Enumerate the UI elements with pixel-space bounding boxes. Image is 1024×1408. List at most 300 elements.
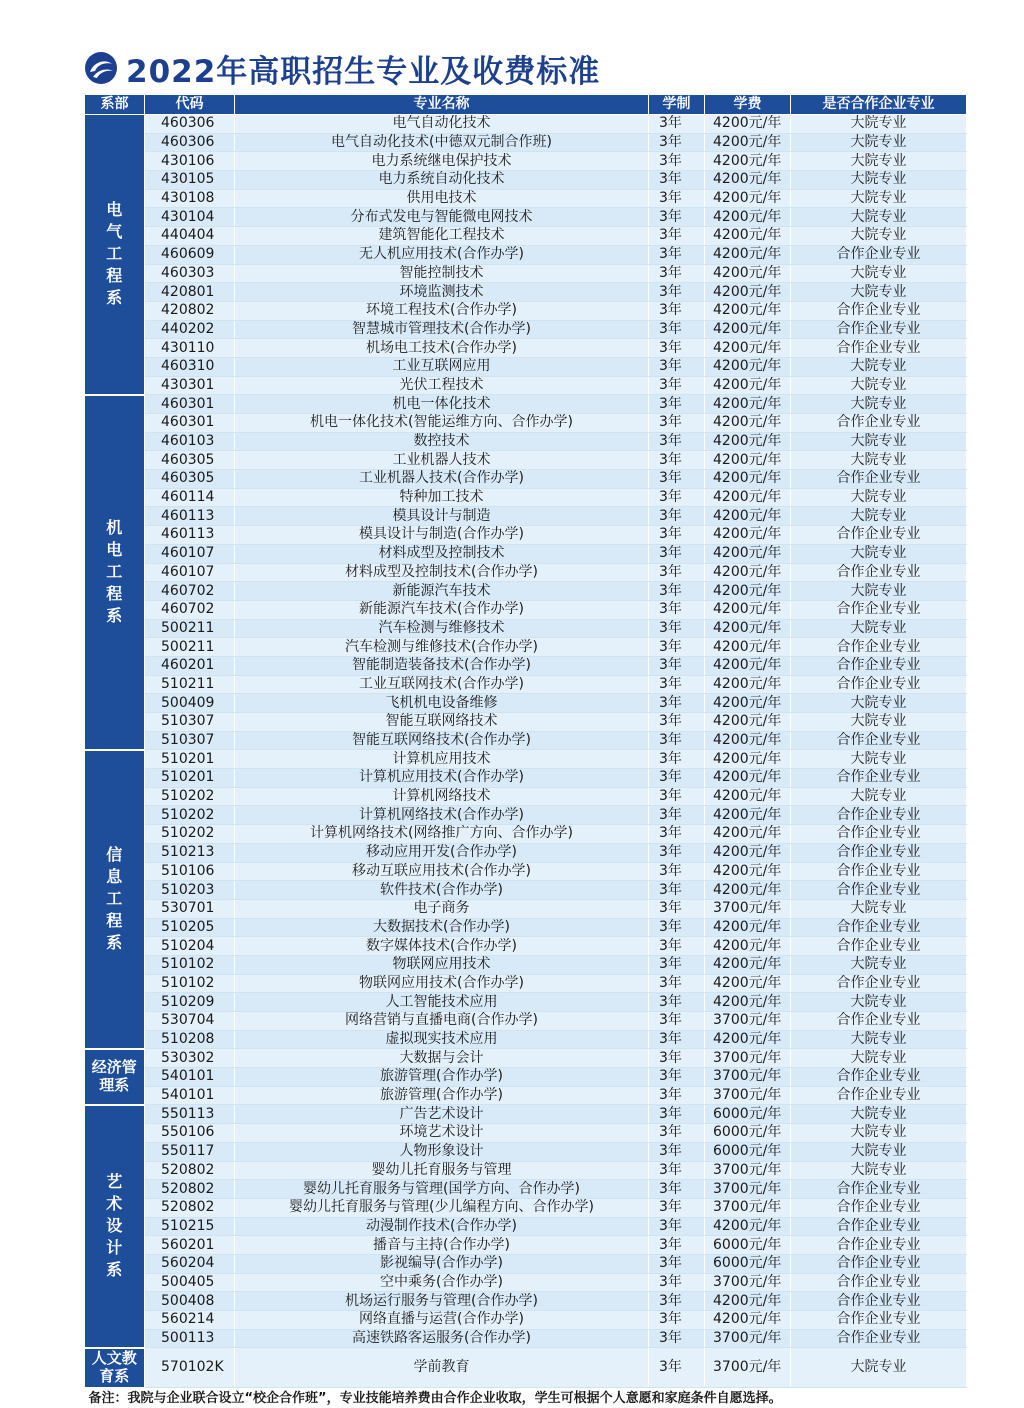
duration: 3年 [649, 974, 705, 993]
tuition-fee: 4200元/年 [705, 731, 791, 750]
major-code: 510209 [145, 993, 235, 1012]
duration: 3年 [649, 1217, 705, 1236]
table-row [85, 955, 967, 974]
major-code: 500113 [145, 1329, 235, 1348]
department-cell [85, 750, 145, 1049]
tuition-fee: 4200元/年 [705, 171, 791, 190]
table-row [85, 357, 967, 376]
coop-status: 合作企业专业 [791, 563, 967, 582]
major-name: 网络直播与运营(合作办学) [235, 1311, 649, 1330]
major-code: 460103 [145, 432, 235, 451]
duration: 3年 [649, 843, 705, 862]
duration: 3年 [649, 1329, 705, 1348]
duration: 3年 [649, 955, 705, 974]
tuition-fee: 4200元/年 [705, 414, 791, 433]
major-code: 510102 [145, 974, 235, 993]
table-row [85, 918, 967, 937]
major-code: 420801 [145, 283, 235, 302]
tuition-fee: 4200元/年 [705, 806, 791, 825]
tuition-fee: 4200元/年 [705, 750, 791, 769]
duration: 3年 [649, 862, 705, 881]
table-row [85, 675, 967, 694]
tuition-fee: 4200元/年 [705, 937, 791, 956]
duration: 3年 [649, 918, 705, 937]
major-code: 430110 [145, 339, 235, 358]
major-name: 空中乘务(合作办学) [235, 1273, 649, 1292]
tuition-fee: 4200元/年 [705, 955, 791, 974]
major-name: 汽车检测与维修技术 [235, 619, 649, 638]
major-code: 460107 [145, 563, 235, 582]
major-name: 智慧城市管理技术(合作办学) [235, 320, 649, 339]
major-code: 510205 [145, 918, 235, 937]
coop-status: 合作企业专业 [791, 806, 967, 825]
tuition-fee: 4200元/年 [705, 675, 791, 694]
tuition-fee: 4200元/年 [705, 713, 791, 732]
major-name: 大数据技术(合作办学) [235, 918, 649, 937]
tuition-fee: 4200元/年 [705, 470, 791, 489]
coop-status: 大院专业 [791, 171, 967, 190]
table-row [85, 1217, 967, 1236]
duration: 3年 [649, 993, 705, 1012]
duration: 3年 [649, 1049, 705, 1068]
major-name: 电气自动化技术(中德双元制合作班) [235, 133, 649, 152]
duration: 3年 [649, 1068, 705, 1087]
tuition-fee: 4200元/年 [705, 638, 791, 657]
coop-status: 大院专业 [791, 1142, 967, 1161]
coop-status: 合作企业专业 [791, 320, 967, 339]
header-coop: 是否合作企业专业 [791, 95, 967, 115]
table-row [85, 320, 967, 339]
major-code: 560214 [145, 1311, 235, 1330]
table-row [85, 769, 967, 788]
major-name: 计算机应用技术 [235, 750, 649, 769]
duration: 3年 [649, 769, 705, 788]
duration: 3年 [649, 1180, 705, 1199]
duration: 3年 [649, 1012, 705, 1031]
duration: 3年 [649, 376, 705, 395]
duration: 3年 [649, 115, 705, 134]
major-name: 材料成型及控制技术 [235, 544, 649, 563]
major-code: 460301 [145, 414, 235, 433]
table-row [85, 526, 967, 545]
major-name: 智能互联网络技术 [235, 713, 649, 732]
duration: 3年 [649, 283, 705, 302]
table-row [85, 115, 967, 134]
major-name: 机电一体化技术(智能运维方向、合作办学) [235, 414, 649, 433]
table-row [85, 488, 967, 507]
major-name: 软件技术(合作办学) [235, 881, 649, 900]
coop-status: 合作企业专业 [791, 1329, 967, 1348]
major-name: 电力系统继电保护技术 [235, 152, 649, 171]
coop-status: 大院专业 [791, 1049, 967, 1068]
major-name: 数字媒体技术(合作办学) [235, 937, 649, 956]
coop-status: 大院专业 [791, 488, 967, 507]
duration: 3年 [649, 1348, 705, 1388]
major-name: 电气自动化技术 [235, 115, 649, 134]
tuition-fee: 4200元/年 [705, 152, 791, 171]
major-code: 510215 [145, 1217, 235, 1236]
tuition-fee: 3700元/年 [705, 1161, 791, 1180]
duration: 3年 [649, 451, 705, 470]
major-name: 工业互联网技术(合作办学) [235, 675, 649, 694]
coop-status: 合作企业专业 [791, 638, 967, 657]
duration: 3年 [649, 339, 705, 358]
tuition-fee: 4200元/年 [705, 432, 791, 451]
department-name: 信息工程系 [106, 845, 123, 953]
coop-status: 合作企业专业 [791, 843, 967, 862]
major-code: 430301 [145, 376, 235, 395]
coop-status: 合作企业专业 [791, 862, 967, 881]
major-code: 430106 [145, 152, 235, 171]
duration: 3年 [649, 470, 705, 489]
coop-status: 大院专业 [791, 133, 967, 152]
major-name: 电力系统自动化技术 [235, 171, 649, 190]
coop-status: 大院专业 [791, 694, 967, 713]
page-header [84, 46, 600, 90]
table-row [85, 806, 967, 825]
major-name: 高速铁路客运服务(合作办学) [235, 1329, 649, 1348]
tuition-fee: 4200元/年 [705, 787, 791, 806]
table-row [85, 731, 967, 750]
tuition-fee: 4200元/年 [705, 320, 791, 339]
duration: 3年 [649, 301, 705, 320]
major-name: 移动互联应用技术(合作办学) [235, 862, 649, 881]
tuition-fee: 4200元/年 [705, 488, 791, 507]
major-name: 光伏工程技术 [235, 376, 649, 395]
note-row [85, 1388, 967, 1408]
table-row [85, 787, 967, 806]
coop-status: 大院专业 [791, 1030, 967, 1049]
major-name: 材料成型及控制技术(合作办学) [235, 563, 649, 582]
department-cell [85, 115, 145, 395]
table-row [85, 544, 967, 563]
tuition-fee: 3700元/年 [705, 1012, 791, 1031]
duration: 3年 [649, 1142, 705, 1161]
major-code: 550113 [145, 1105, 235, 1124]
major-code: 460305 [145, 451, 235, 470]
coop-status: 大院专业 [791, 1105, 967, 1124]
duration: 3年 [649, 899, 705, 918]
coop-status: 大院专业 [791, 152, 967, 171]
major-name: 数控技术 [235, 432, 649, 451]
duration: 3年 [649, 320, 705, 339]
table-row [85, 1049, 967, 1068]
major-name: 移动应用开发(合作办学) [235, 843, 649, 862]
table-row [85, 339, 967, 358]
coop-status: 大院专业 [791, 1348, 967, 1388]
duration: 3年 [649, 264, 705, 283]
major-code: 510202 [145, 806, 235, 825]
tuition-fee: 4200元/年 [705, 825, 791, 844]
major-name: 婴幼儿托育服务与管理(少儿编程方向、合作办学) [235, 1198, 649, 1217]
fee-table [84, 94, 967, 1408]
table-row [85, 582, 967, 601]
major-name: 模具设计与制造(合作办学) [235, 526, 649, 545]
coop-status: 大院专业 [791, 264, 967, 283]
coop-status: 大院专业 [791, 376, 967, 395]
coop-status: 合作企业专业 [791, 1292, 967, 1311]
tuition-fee: 3700元/年 [705, 1273, 791, 1292]
tuition-fee: 4200元/年 [705, 245, 791, 264]
major-name: 人工智能技术应用 [235, 993, 649, 1012]
major-name: 动漫制作技术(合作办学) [235, 1217, 649, 1236]
major-code: 510201 [145, 769, 235, 788]
table-row [85, 563, 967, 582]
table-row [85, 1124, 967, 1143]
table-row [85, 1292, 967, 1311]
major-code: 530302 [145, 1049, 235, 1068]
major-name: 建筑智能化工程技术 [235, 227, 649, 246]
major-code: 510307 [145, 713, 235, 732]
major-name: 无人机应用技术(合作办学) [235, 245, 649, 264]
major-name: 婴幼儿托育服务与管理(国学方向、合作办学) [235, 1180, 649, 1199]
major-code: 500408 [145, 1292, 235, 1311]
major-name: 影视编导(合作办学) [235, 1254, 649, 1273]
major-code: 460609 [145, 245, 235, 264]
major-code: 510202 [145, 825, 235, 844]
major-code: 500405 [145, 1273, 235, 1292]
tuition-fee: 4200元/年 [705, 619, 791, 638]
coop-status: 大院专业 [791, 227, 967, 246]
tuition-fee: 4200元/年 [705, 694, 791, 713]
tuition-fee: 4200元/年 [705, 115, 791, 134]
major-code: 540101 [145, 1068, 235, 1087]
table-row [85, 656, 967, 675]
major-code: 460305 [145, 470, 235, 489]
coop-status: 大院专业 [791, 582, 967, 601]
table-row [85, 395, 967, 414]
duration: 3年 [649, 488, 705, 507]
department-cell [85, 1105, 145, 1348]
tuition-fee: 4200元/年 [705, 264, 791, 283]
table-row [85, 208, 967, 227]
major-code: 460114 [145, 488, 235, 507]
major-code: 560201 [145, 1236, 235, 1255]
major-name: 大数据与会计 [235, 1049, 649, 1068]
coop-status: 合作企业专业 [791, 1311, 967, 1330]
duration: 3年 [649, 414, 705, 433]
major-name: 物联网应用技术 [235, 955, 649, 974]
duration: 3年 [649, 881, 705, 900]
duration: 3年 [649, 1030, 705, 1049]
duration: 3年 [649, 750, 705, 769]
major-code: 520802 [145, 1180, 235, 1199]
tuition-fee: 3700元/年 [705, 1180, 791, 1199]
major-name: 学前教育 [235, 1348, 649, 1388]
duration: 3年 [649, 806, 705, 825]
table-row [85, 974, 967, 993]
coop-status: 合作企业专业 [791, 1180, 967, 1199]
table-row [85, 283, 967, 302]
table-row [85, 1068, 967, 1087]
major-name: 婴幼儿托育服务与管理 [235, 1161, 649, 1180]
coop-status: 合作企业专业 [791, 1012, 967, 1031]
major-code: 440202 [145, 320, 235, 339]
duration: 3年 [649, 395, 705, 414]
table-row [85, 227, 967, 246]
table-row [85, 1012, 967, 1031]
major-code: 460306 [145, 133, 235, 152]
table-row [85, 1105, 967, 1124]
tuition-fee: 4200元/年 [705, 600, 791, 619]
tuition-fee: 4200元/年 [705, 881, 791, 900]
major-code: 460306 [145, 115, 235, 134]
major-code: 520802 [145, 1198, 235, 1217]
coop-status: 大院专业 [791, 899, 967, 918]
duration: 3年 [649, 1311, 705, 1330]
duration: 3年 [649, 675, 705, 694]
table-row [85, 694, 967, 713]
department-cell [85, 1049, 145, 1105]
major-name: 机电一体化技术 [235, 395, 649, 414]
coop-status: 合作企业专业 [791, 731, 967, 750]
table-row [85, 1180, 967, 1199]
tuition-fee: 4200元/年 [705, 563, 791, 582]
major-name: 环境工程技术(合作办学) [235, 301, 649, 320]
table-row [85, 245, 967, 264]
coop-status: 大院专业 [791, 750, 967, 769]
duration: 3年 [649, 1124, 705, 1143]
table-row [85, 264, 967, 283]
major-name: 计算机应用技术(合作办学) [235, 769, 649, 788]
major-code: 510307 [145, 731, 235, 750]
table-row [85, 1311, 967, 1330]
major-code: 460113 [145, 507, 235, 526]
coop-status: 合作企业专业 [791, 414, 967, 433]
table-row [85, 1030, 967, 1049]
major-name: 环境艺术设计 [235, 1124, 649, 1143]
major-name: 机场电工技术(合作办学) [235, 339, 649, 358]
tuition-fee: 4200元/年 [705, 283, 791, 302]
table-row [85, 1198, 967, 1217]
major-name: 旅游管理(合作办学) [235, 1068, 649, 1087]
page-title: 2022年高职招生专业及收费标准 [126, 53, 601, 90]
major-name: 计算机网络技术 [235, 787, 649, 806]
duration: 3年 [649, 563, 705, 582]
coop-status: 合作企业专业 [791, 656, 967, 675]
major-code: 510213 [145, 843, 235, 862]
major-code: 500211 [145, 638, 235, 657]
major-code: 520802 [145, 1161, 235, 1180]
tuition-fee: 4200元/年 [705, 451, 791, 470]
major-name: 人物形象设计 [235, 1142, 649, 1161]
major-name: 机场运行服务与管理(合作办学) [235, 1292, 649, 1311]
table-row [85, 1086, 967, 1105]
coop-status: 合作企业专业 [791, 600, 967, 619]
duration: 3年 [649, 694, 705, 713]
duration: 3年 [649, 713, 705, 732]
coop-status: 大院专业 [791, 787, 967, 806]
table-row [85, 993, 967, 1012]
major-name: 供用电技术 [235, 189, 649, 208]
major-code: 510106 [145, 862, 235, 881]
coop-status: 大院专业 [791, 619, 967, 638]
coop-status: 合作企业专业 [791, 769, 967, 788]
table-row [85, 619, 967, 638]
coop-status: 合作企业专业 [791, 1086, 967, 1105]
duration: 3年 [649, 1292, 705, 1311]
duration: 3年 [649, 227, 705, 246]
coop-status: 合作企业专业 [791, 881, 967, 900]
major-name: 环境监测技术 [235, 283, 649, 302]
major-code: 530701 [145, 899, 235, 918]
major-code: 430104 [145, 208, 235, 227]
major-code: 420802 [145, 301, 235, 320]
major-code: 460107 [145, 544, 235, 563]
major-code: 460303 [145, 264, 235, 283]
header-fee: 学费 [705, 95, 791, 115]
duration: 3年 [649, 638, 705, 657]
duration: 3年 [649, 171, 705, 190]
major-name: 工业机器人技术(合作办学) [235, 470, 649, 489]
coop-status: 大院专业 [791, 283, 967, 302]
tuition-fee: 4200元/年 [705, 526, 791, 545]
coop-status: 大院专业 [791, 395, 967, 414]
coop-status: 大院专业 [791, 357, 967, 376]
tuition-fee: 4200元/年 [705, 769, 791, 788]
coop-status: 合作企业专业 [791, 245, 967, 264]
coop-status: 大院专业 [791, 208, 967, 227]
major-code: 460310 [145, 357, 235, 376]
table-row [85, 1348, 967, 1388]
table-row [85, 1236, 967, 1255]
tuition-fee: 4200元/年 [705, 133, 791, 152]
tuition-fee: 4200元/年 [705, 974, 791, 993]
coop-status: 大院专业 [791, 544, 967, 563]
major-code: 460113 [145, 526, 235, 545]
tuition-fee: 3700元/年 [705, 1348, 791, 1388]
major-code: 510204 [145, 937, 235, 956]
table-row [85, 899, 967, 918]
tuition-fee: 4200元/年 [705, 208, 791, 227]
major-code: 510211 [145, 675, 235, 694]
coop-status: 大院专业 [791, 507, 967, 526]
department-name: 经济管理系 [91, 1057, 137, 1094]
major-name: 智能互联网络技术(合作办学) [235, 731, 649, 750]
table-row [85, 171, 967, 190]
major-name: 智能制造装备技术(合作办学) [235, 656, 649, 675]
tuition-fee: 6000元/年 [705, 1236, 791, 1255]
major-name: 播音与主持(合作办学) [235, 1236, 649, 1255]
department-cell [85, 395, 145, 750]
duration: 3年 [649, 189, 705, 208]
department-name: 人文教育系 [91, 1348, 137, 1385]
table-row [85, 600, 967, 619]
duration: 3年 [649, 937, 705, 956]
tuition-fee: 3700元/年 [705, 1198, 791, 1217]
tuition-fee: 4200元/年 [705, 1311, 791, 1330]
header-dept: 系部 [85, 95, 145, 115]
tuition-fee: 3700元/年 [705, 1086, 791, 1105]
tuition-fee: 3700元/年 [705, 899, 791, 918]
major-code: 440404 [145, 227, 235, 246]
duration: 3年 [649, 526, 705, 545]
fee-table-container [84, 94, 966, 1408]
tuition-fee: 4200元/年 [705, 918, 791, 937]
major-code: 460301 [145, 395, 235, 414]
major-code: 430108 [145, 189, 235, 208]
tuition-fee: 4200元/年 [705, 544, 791, 563]
table-row [85, 189, 967, 208]
major-name: 物联网应用技术(合作办学) [235, 974, 649, 993]
duration: 3年 [649, 507, 705, 526]
table-row [85, 713, 967, 732]
tuition-fee: 4200元/年 [705, 1217, 791, 1236]
department-cell [85, 1348, 145, 1388]
major-code: 550117 [145, 1142, 235, 1161]
tuition-fee: 4200元/年 [705, 993, 791, 1012]
table-row [85, 376, 967, 395]
